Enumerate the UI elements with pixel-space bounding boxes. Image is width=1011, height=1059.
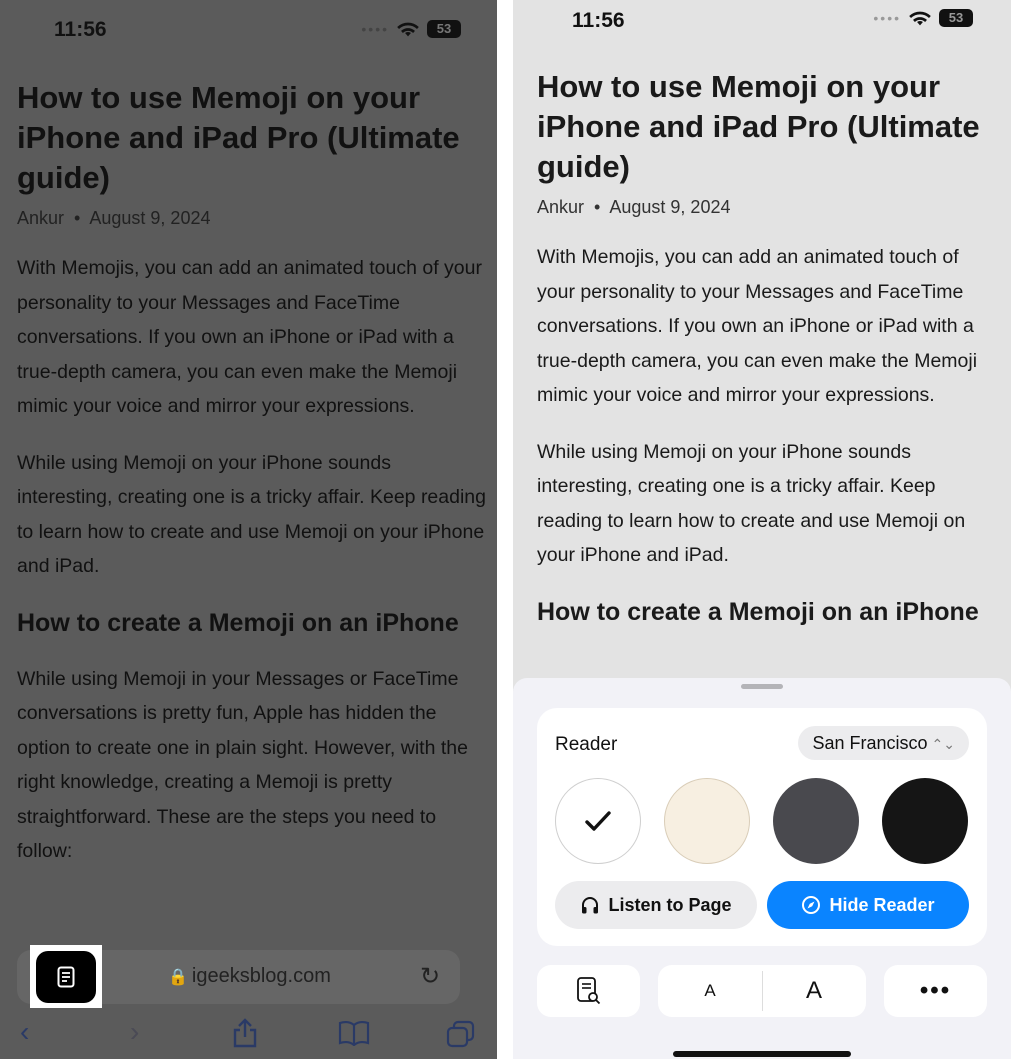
byline	[537, 197, 997, 218]
checkmark-icon	[585, 810, 611, 832]
battery-icon: 53	[939, 9, 973, 27]
hide-reader-button[interactable]	[767, 881, 969, 929]
battery-icon: 53	[427, 20, 461, 38]
theme-gray-swatch[interactable]	[773, 778, 859, 864]
font-selector-value: San Francisco	[812, 733, 928, 753]
section-heading: How to create a Memoji on an iPhone	[537, 597, 979, 626]
page-search-icon	[576, 976, 602, 1006]
status-time: 11:56	[54, 18, 107, 41]
bookmarks-icon[interactable]	[338, 1020, 370, 1046]
wifi-icon	[909, 9, 931, 27]
chevron-updown-icon: ⌃⌄	[931, 736, 955, 752]
home-indicator	[673, 1051, 851, 1057]
theme-white-swatch[interactable]	[555, 778, 641, 864]
url-display[interactable]	[168, 965, 331, 988]
forward-icon[interactable]: ›	[130, 1016, 140, 1047]
publish-date: August 9, 2024	[89, 208, 211, 228]
listen-label: Listen to Page	[608, 894, 732, 915]
publish-date: August 9, 2024	[609, 197, 731, 217]
theme-black-swatch[interactable]	[882, 778, 968, 864]
paragraph-1: With Memojis, you can add an animated touch of your personality to your Messages and FaceTime conversations. If you own an iPhone or iPad with a true-depth camera, you can even make the Memoji mimic your voice and mirror your expressions.	[537, 246, 978, 406]
hide-reader-label: Hide Reader	[829, 894, 935, 915]
text-size-control	[658, 965, 866, 1017]
font-selector[interactable]	[798, 726, 969, 760]
paragraph-1: With Memojis, you can add an animated touch of your personality to your Messages and FaceTime conversations. If you own an iPhone or iPad with a true-depth camera, you can even make the Memoji mimic your voice and mirror your expressions.	[17, 257, 482, 417]
paragraph-3: While using Memoji in your Messages or FaceTime conversations is pretty fun, Apple has hidden the option to create one in plain sight. However, with the right knowledge, creating a Memoji is pretty straightforward. These are the steps you need to follow:	[17, 667, 468, 862]
reader-card	[537, 708, 987, 946]
reload-icon[interactable]: ↻	[420, 963, 441, 990]
section-heading: How to create a Memoji on an iPhone	[17, 608, 459, 637]
url-text: igeeksblog.com	[191, 965, 331, 987]
decrease-text-size-button[interactable]: A	[704, 981, 716, 1000]
status-bar	[513, 0, 1011, 50]
article	[17, 78, 487, 869]
byline	[17, 208, 487, 229]
byline-separator: •	[594, 197, 601, 217]
sheet-grabber[interactable]	[741, 684, 783, 689]
reader-button-highlight	[30, 945, 102, 1008]
back-icon[interactable]: ‹	[20, 1016, 30, 1047]
paragraph-2: While using Memoji on your iPhone sounds interesting, creating one is a tricky affair. Keep reading to learn how to create and use Memoji on your iPhone and iPad.	[537, 440, 966, 566]
article	[537, 67, 997, 629]
headphones-icon	[580, 895, 600, 915]
status-right	[361, 20, 461, 38]
wifi-icon	[397, 20, 419, 38]
theme-picker	[555, 778, 969, 864]
status-time: 11:56	[572, 9, 625, 32]
share-icon[interactable]	[232, 1018, 258, 1048]
signal-dots-icon: ••••	[873, 10, 901, 26]
status-bar	[0, 0, 497, 50]
left-screen	[0, 0, 497, 1059]
reader-label: Reader	[555, 734, 618, 755]
tabs-icon[interactable]	[446, 1020, 476, 1048]
theme-sepia-swatch[interactable]	[664, 778, 750, 864]
reader-summary-button[interactable]	[537, 965, 640, 1017]
author: Ankur	[537, 197, 585, 217]
signal-dots-icon: ••••	[361, 21, 389, 37]
status-right	[873, 9, 973, 27]
reader-button[interactable]	[36, 951, 96, 1003]
more-options-button[interactable]: •••	[884, 965, 987, 1017]
paragraph-2: While using Memoji on your iPhone sounds interesting, creating one is a tricky affair. Keep reading to learn how to create and use Memoji on your iPhone and iPad.	[17, 451, 486, 577]
increase-text-size-button[interactable]: A	[805, 977, 822, 1004]
byline-separator: •	[74, 208, 81, 228]
browser-toolbar	[0, 1010, 497, 1058]
reader-page-icon	[57, 966, 75, 988]
panel-divider	[497, 0, 513, 1059]
reader-settings-sheet	[513, 678, 1011, 1059]
author: Ankur	[17, 208, 65, 228]
right-screen	[513, 0, 1011, 1059]
article-title: How to use Memoji on your iPhone and iPad Pro (Ultimate guide)	[17, 80, 460, 195]
lock-icon: 🔒	[168, 969, 188, 986]
compass-icon	[801, 895, 821, 915]
article-title: How to use Memoji on your iPhone and iPad Pro (Ultimate guide)	[537, 69, 980, 184]
listen-to-page-button[interactable]	[555, 881, 757, 929]
